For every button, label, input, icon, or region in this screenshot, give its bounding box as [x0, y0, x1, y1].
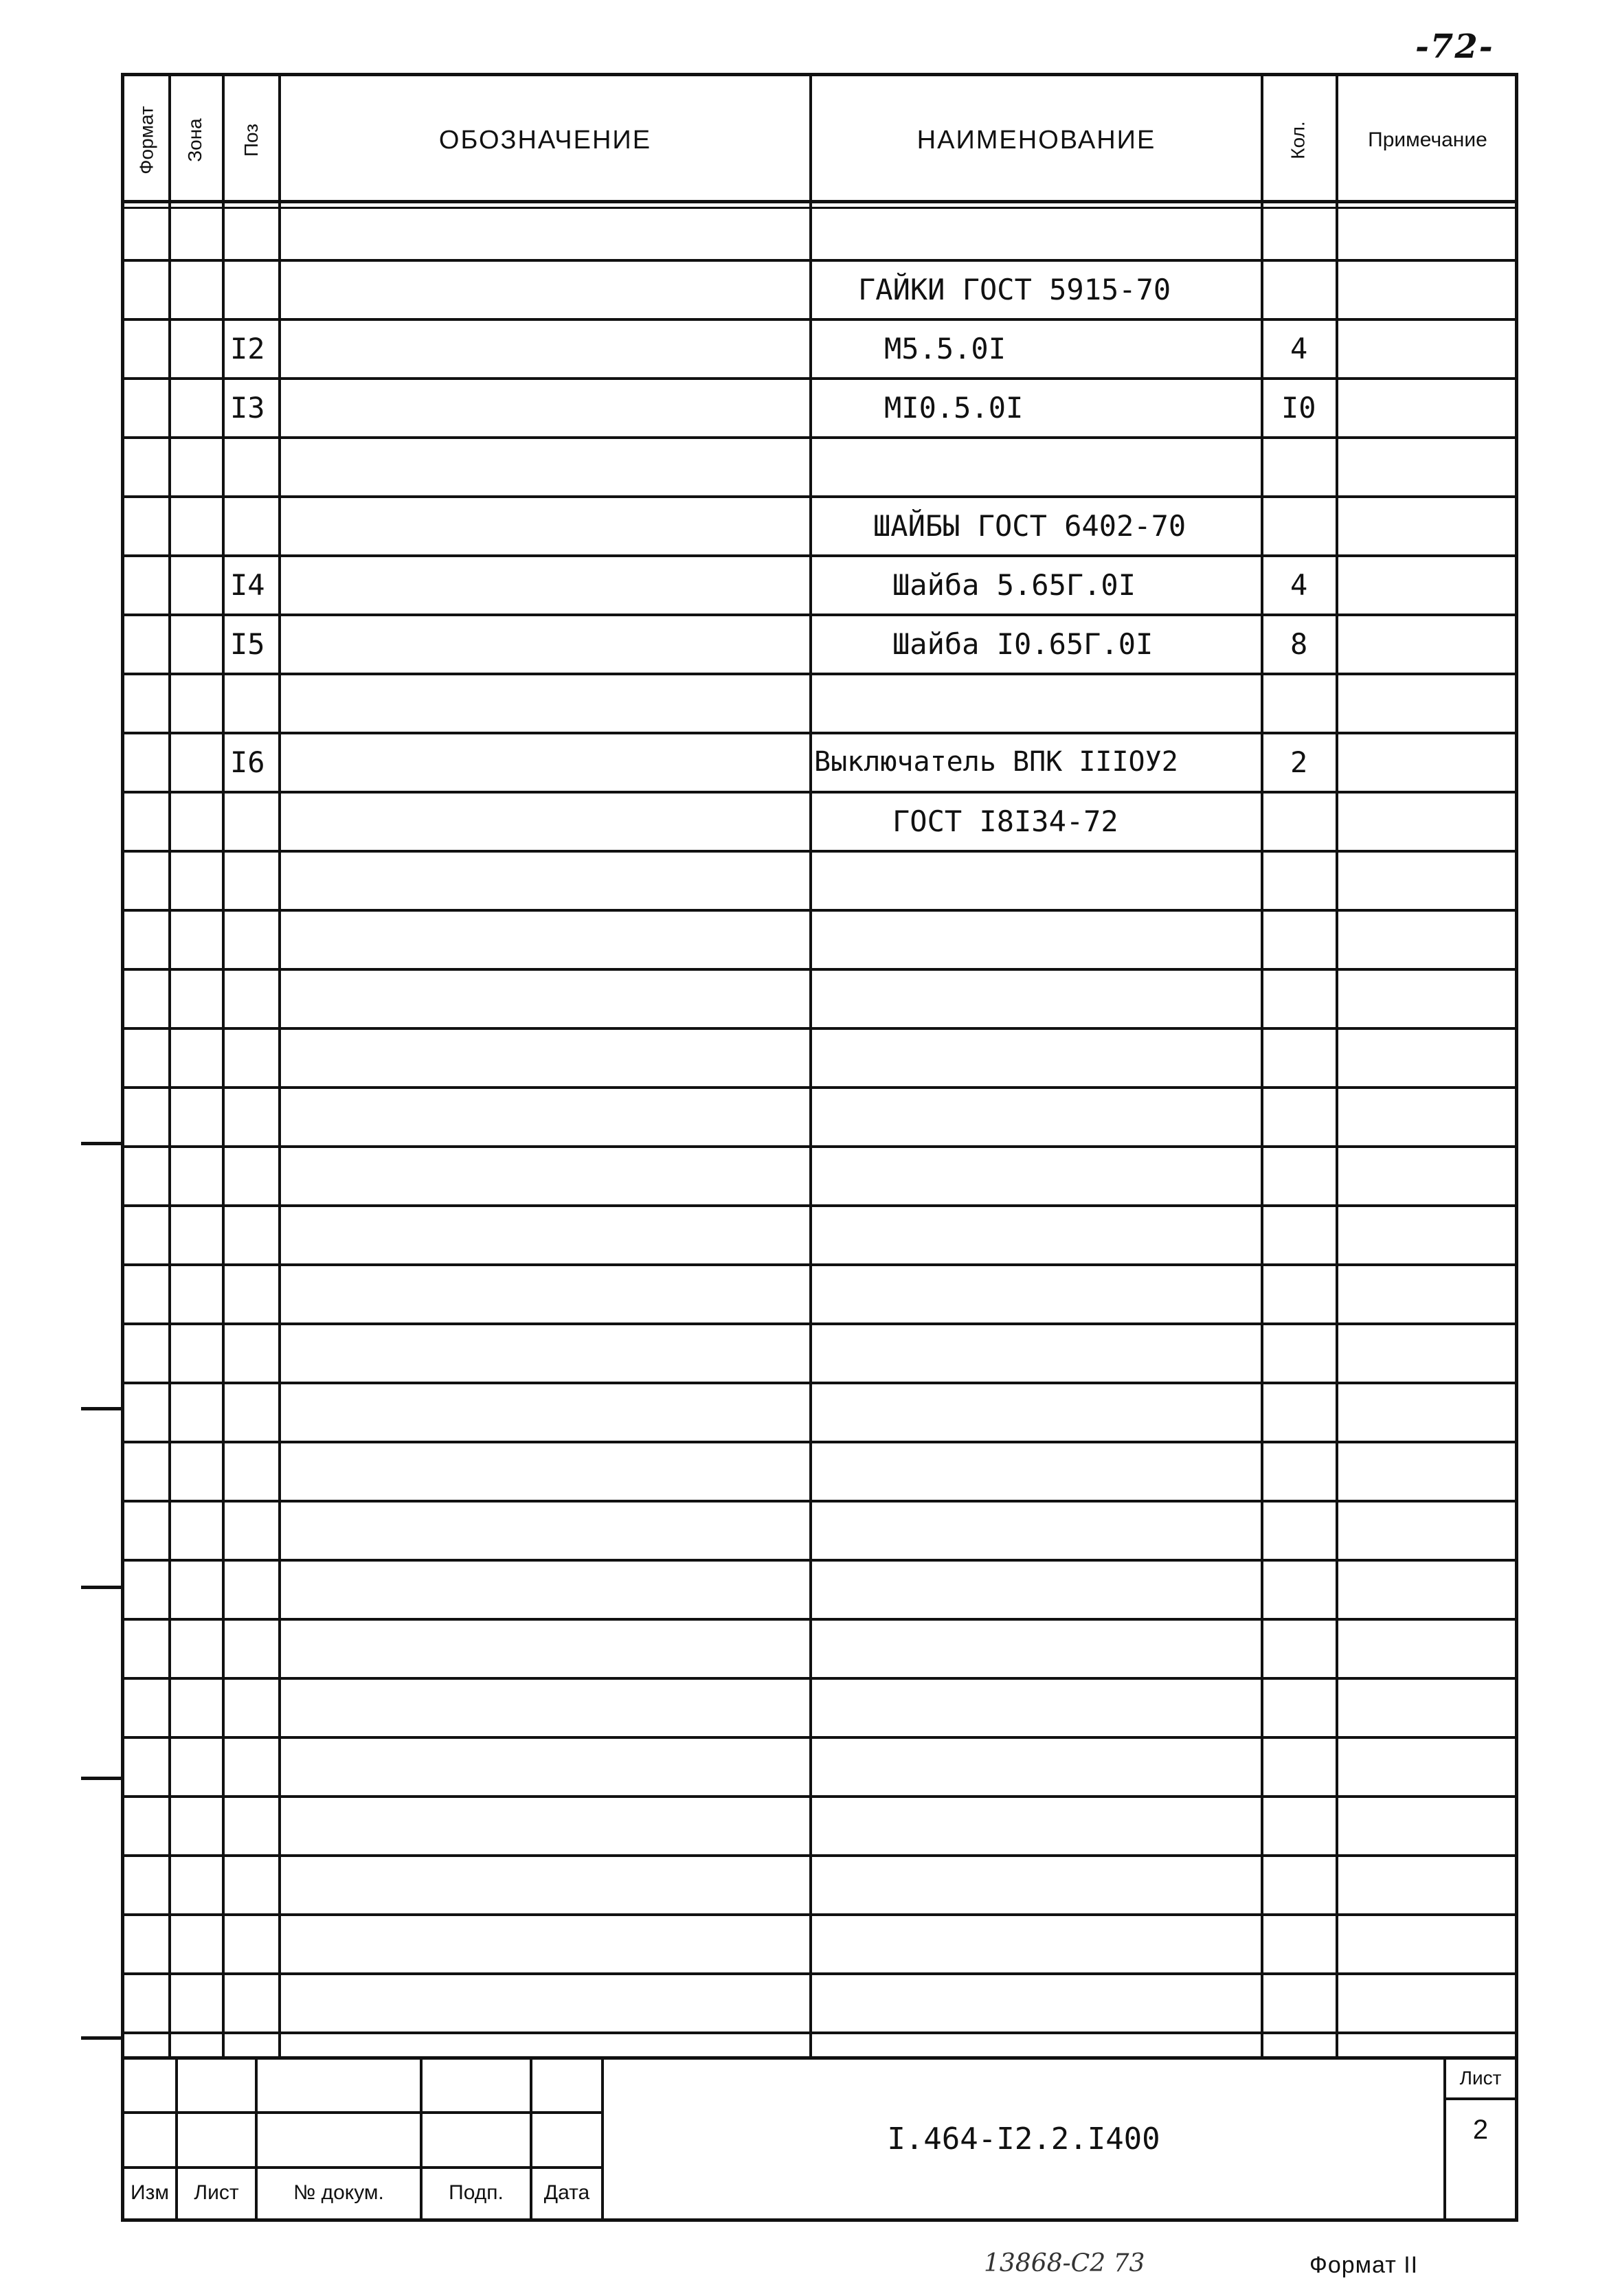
row-pos: I4 — [230, 567, 265, 602]
col-divider-zone — [222, 76, 225, 2059]
tb-sheet-label: Лист — [1459, 2067, 1502, 2089]
row-pos: I6 — [230, 745, 265, 779]
row-line — [124, 1913, 1515, 1916]
tb-label-change: Изм — [131, 2181, 169, 2204]
tb-row-line — [124, 2111, 601, 2114]
row-line — [124, 1323, 1515, 1325]
margin-mark — [81, 2036, 122, 2040]
row-line — [124, 968, 1515, 971]
header-note: Примечание — [1368, 128, 1487, 151]
margin-mark — [81, 1142, 122, 1145]
tb-label-sheet: Лист — [194, 2181, 239, 2204]
col-divider-name — [1261, 76, 1263, 2059]
row-line — [124, 1204, 1515, 1207]
row-line — [124, 1559, 1515, 1562]
row-line — [124, 1795, 1515, 1798]
row-line — [124, 1854, 1515, 1857]
archive-reference: 13868-С2 73 — [984, 2249, 1145, 2277]
tb-sheet-number: 2 — [1472, 2114, 1489, 2145]
tb-label-doc-number: № докум. — [293, 2181, 384, 2204]
row-line — [124, 259, 1515, 262]
margin-mark — [81, 1586, 122, 1589]
page-number: -72- — [1415, 27, 1494, 66]
header-divider — [124, 200, 1515, 203]
col-divider-qty — [1336, 76, 1338, 2059]
row-name-switch: Выключатель ВПК IIIOУ2 — [814, 746, 1178, 778]
header-designation: ОБОЗНАЧЕНИЕ — [438, 125, 652, 155]
row-qty: I0 — [1281, 390, 1316, 425]
tb-designation: I.464-I2.2.I400 — [887, 2121, 1160, 2157]
header-pos: Поз — [240, 123, 262, 157]
row-line — [124, 673, 1515, 675]
row-name-nuts-title: ГАЙКИ ГОСТ 5915-70 — [858, 272, 1171, 306]
row-line — [124, 1736, 1515, 1739]
row-line — [124, 2031, 1515, 2034]
col-divider-pos — [278, 76, 281, 2059]
row-name-washers-title: ШАЙБЫ ГОСТ 6402-70 — [873, 508, 1186, 543]
margin-mark — [81, 1777, 122, 1780]
row-line — [124, 1618, 1515, 1621]
tb-label-signature: Подп. — [449, 2181, 504, 2204]
row-line — [124, 1677, 1515, 1680]
row-line — [124, 1500, 1515, 1502]
header-divider-2 — [124, 207, 1515, 209]
row-qty: 4 — [1290, 567, 1308, 602]
row-line — [124, 909, 1515, 912]
row-line — [124, 1027, 1515, 1030]
row-qty: 2 — [1290, 745, 1308, 779]
row-pos: I2 — [230, 331, 265, 365]
row-name: Шайба I0.65Г.0I — [892, 627, 1154, 661]
margin-mark — [81, 1407, 122, 1410]
row-line — [124, 436, 1515, 439]
row-name: Шайба 5.65Г.0I — [892, 567, 1136, 602]
col-divider-format — [168, 76, 171, 2059]
header-format: Формат — [136, 106, 157, 175]
row-name-switch-standard: ГОСТ I8I34-72 — [892, 804, 1118, 838]
row-line — [124, 1145, 1515, 1148]
header-name: НАИМЕНОВАНИЕ — [916, 125, 1156, 155]
specification-sheet — [121, 73, 1518, 2222]
row-pos: I5 — [230, 627, 265, 661]
row-line — [124, 1263, 1515, 1266]
row-line — [124, 1086, 1515, 1089]
header-qty: Кол. — [1287, 121, 1309, 159]
row-line — [124, 1441, 1515, 1443]
row-line — [124, 1382, 1515, 1384]
row-line — [124, 1972, 1515, 1975]
header-zone: Зона — [184, 118, 205, 162]
row-line — [124, 850, 1515, 853]
format-label: Формат II — [1309, 2252, 1419, 2278]
col-divider-designation — [809, 76, 812, 2059]
row-qty: 4 — [1290, 331, 1308, 365]
row-line — [124, 495, 1515, 498]
row-line — [124, 791, 1515, 794]
row-pos: I3 — [230, 390, 265, 425]
row-name: М5.5.0I — [884, 331, 1006, 365]
row-name: МI0.5.0I — [884, 390, 1024, 425]
row-qty: 8 — [1290, 627, 1308, 661]
tb-label-date: Дата — [543, 2181, 590, 2204]
